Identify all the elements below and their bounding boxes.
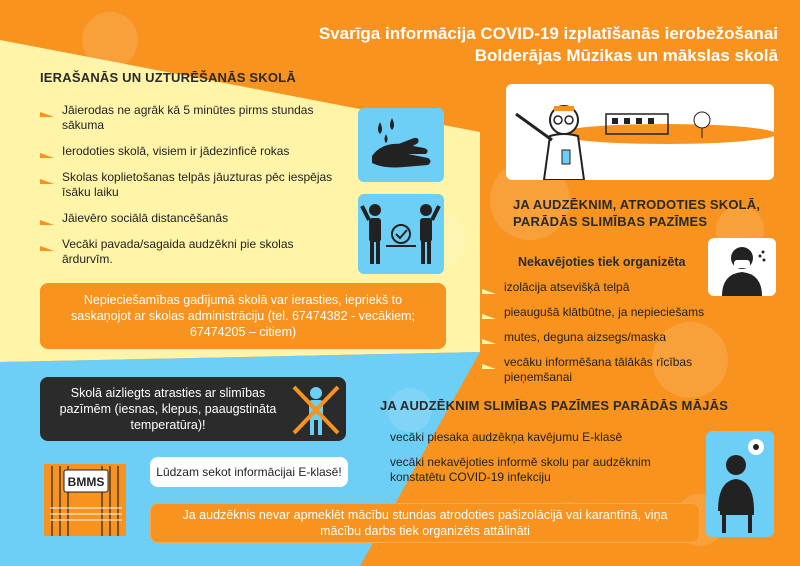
list-item: mutes, deguna aizsegs/maska: [482, 330, 762, 345]
logo-text: BMMS: [67, 475, 105, 489]
list-item: Jāierodas ne agrāk kā 5 minūtes pirms stundas sākuma: [40, 103, 340, 133]
title-line-1: Svarīga informācija COVID-19 izplatīšanās ierobežošanai: [318, 24, 778, 43]
eklase-notice: [150, 457, 348, 487]
remote-notice-text: Ja audzēknis nevar apmeklēt mācību stundas atrodoties pašizolācijā vai karantīnā, viņa mācību darbs tiek organizēts attālināti: [182, 508, 668, 538]
hand-wash-icon: [358, 108, 444, 182]
eklase-notice-text: Lūdzam sekot informācijai E-klasē!: [156, 465, 342, 479]
list-item: Ierodoties skolā, visiem ir jādezinficē rokas: [40, 144, 340, 159]
forbidden-notice: [40, 377, 346, 441]
list-item: vecāku informēšana tālākās rīcības pieņemšanai: [482, 355, 762, 385]
forbidden-notice-text: Skolā aizliegts atrasties ar slimības pazīmēm (iesnas, klepus, paaugstināta temperatūra)!: [59, 386, 277, 432]
arrival-list: [40, 103, 340, 267]
title-line-2: Bolderājas Mūzikas un mākslas skolā: [474, 46, 778, 65]
list-item: pieaugušā klātbūtne, ja nepieciešams: [482, 305, 762, 320]
arrival-heading: IERAŠANĀS UN UZTURĒŠANĀS SKOLĀ: [40, 70, 296, 85]
sick-at-home-icon: [706, 431, 774, 537]
admin-notice: [40, 283, 446, 349]
teacher-illustration: [506, 84, 774, 180]
list-item: Vecāki pavada/sagaida audzēkni pie skolas ārdurvīm.: [40, 237, 340, 267]
illness-school-subheading: Nekavējoties tiek organizēta: [518, 255, 686, 269]
remote-notice: [150, 503, 700, 543]
no-sick-person-icon: [290, 381, 342, 437]
social-distance-icon: [358, 194, 444, 274]
list-item: Jāievēro sociālā distancēšanās: [40, 211, 340, 226]
list-item: izolācija atsevišķā telpā: [482, 280, 762, 295]
illness-home-heading: JA AUDZĒKNIM SLIMĪBAS PAZĪMES PARĀDĀS MĀJĀS: [380, 398, 729, 413]
bmms-logo: [40, 458, 130, 538]
illness-home-list: [368, 430, 708, 485]
admin-notice-text: Nepieciešamības gadījumā skolā var ierasties, iepriekš to saskaņojot ar skolas administrāciju (tel. 67474382 - vecākiem; 67474205 – citiem): [71, 293, 415, 339]
list-item: Skolas koplietošanas telpās jāuzturas pēc iespējas īsāku laiku: [40, 170, 340, 200]
illness-school-list: [482, 280, 762, 385]
list-item: vecāki nekavējoties informē skolu par audzēknim konstatētu COVID-19 infekciju: [368, 455, 708, 485]
illness-school-heading: JA AUDZĒKNIM, ATRODOTIES SKOLĀ, PARĀDĀS SLIMĪBAS PAZĪMES: [513, 197, 761, 229]
list-item: vecāki piesaka audzēkņa kavējumu E-klasē: [368, 430, 708, 445]
